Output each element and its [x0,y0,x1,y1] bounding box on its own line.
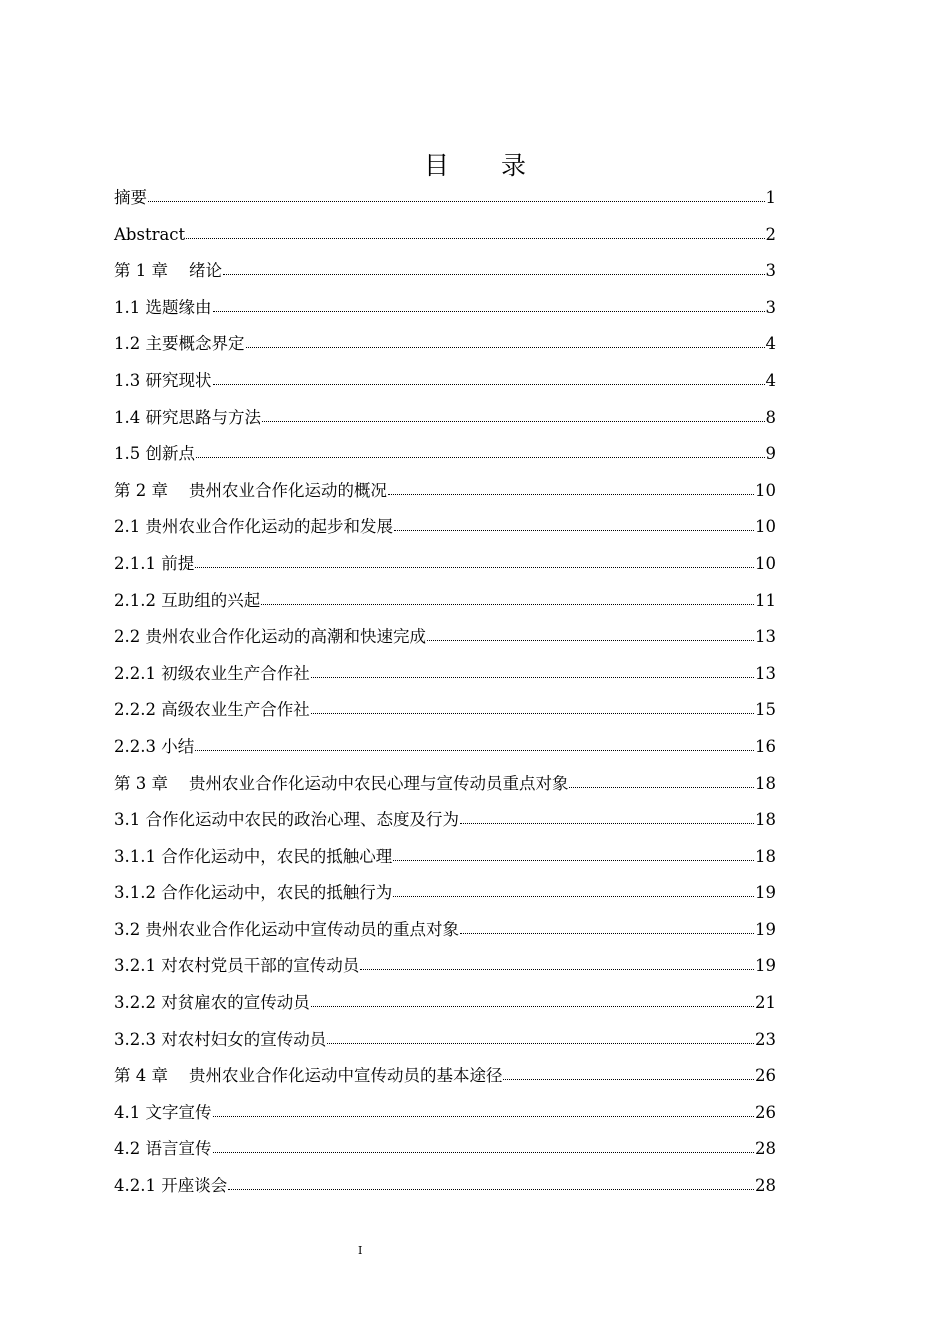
toc-dot-leader [262,420,765,422]
toc-dot-leader [327,1042,754,1044]
toc-entry-label: 4.2 语言宣传 [114,1139,212,1159]
toc-entry-page: 16 [755,736,776,756]
toc-entry[interactable] [114,363,776,400]
toc-entry[interactable] [114,436,776,473]
toc-dot-leader [223,273,765,275]
toc-entry-label: 1.1 选题缘由 [114,297,212,317]
toc-entry-label: 1.5 创新点 [114,444,195,464]
toc-entry-label: 4.2.1 开座谈会 [114,1176,228,1196]
toc-entry-label: 3.1.2 合作化运动中，农民的抵触行为 [114,883,393,903]
toc-dot-leader [503,1078,754,1080]
toc-entry-page: 9 [765,444,776,464]
toc-entry-label: 1.4 研究思路与方法 [114,407,261,427]
toc-entry[interactable] [114,509,776,546]
toc-entry-label: 2.2.3 小结 [114,736,195,756]
toc-entry-label: 3.1.1 合作化运动中，农民的抵触心理 [114,846,393,866]
toc-entry-page: 13 [755,627,776,647]
toc-dot-leader [393,859,754,861]
toc-entry-label: 第 4 章 贵州农业合作化运动中宣传动员的基本途径 [114,1066,503,1086]
toc-entry-label: 2.2 贵州农业合作化运动的高潮和快速完成 [114,627,426,647]
toc-dot-leader [393,895,754,897]
toc-dot-leader [195,749,754,751]
toc-entry-label: 1.2 主要概念界定 [114,334,245,354]
toc-entry-label: 2.1.1 前提 [114,553,195,573]
toc-entry-page: 26 [755,1066,776,1086]
toc-dot-leader [311,712,754,714]
toc-entry[interactable] [114,692,776,729]
toc-dot-leader [311,676,754,678]
toc-entry[interactable] [114,180,776,217]
toc-dot-leader [460,932,754,934]
toc-entry-label: 2.2.2 高级农业生产合作社 [114,700,310,720]
toc-entry-page: 10 [755,480,776,500]
toc-entry-label: 2.2.1 初级农业生产合作社 [114,663,310,683]
toc-entry-page: 26 [755,1102,776,1122]
toc-entry-label: 第 3 章 贵州农业合作化运动中农民心理与宣传动员重点对象 [114,773,569,793]
toc-entry-label: 摘要 [114,188,147,207]
toc-entry[interactable] [114,1095,776,1132]
toc-entry-label: 3.1 合作化运动中农民的政治心理、态度及行为 [114,810,459,830]
toc-dot-leader [388,493,754,495]
toc-entry[interactable] [114,729,776,766]
toc-entry[interactable] [114,326,776,363]
toc-entry-label: 3.2 贵州农业合作化运动中宣传动员的重点对象 [114,919,459,939]
toc-entry-page: 11 [755,590,776,610]
toc-entry[interactable] [114,290,776,327]
toc-entry-page: 19 [755,919,776,939]
toc-entry-label: 4.1 文字宣传 [114,1102,212,1122]
toc-entry[interactable] [114,912,776,949]
toc-entry-page: 23 [755,1029,776,1049]
toc-dot-leader [195,566,754,568]
toc-entry[interactable] [114,839,776,876]
toc-entry-page: 1 [765,188,776,207]
toc-dot-leader [427,639,754,641]
toc-entry[interactable] [114,217,776,254]
toc-entry-label: 第 1 章 绪论 [114,261,222,281]
toc-entry[interactable] [114,948,776,985]
toc-entry[interactable] [114,583,776,620]
toc-entry-label: 第 2 章 贵州农业合作化运动的概况 [114,480,387,500]
toc-dot-leader [261,603,754,605]
toc-entry-page: 18 [755,773,776,793]
toc-entry[interactable] [114,875,776,912]
toc-entry[interactable] [114,253,776,290]
toc-dot-leader [460,822,754,824]
toc-dot-leader [246,346,765,348]
toc-entry-label: 1.3 研究现状 [114,370,212,390]
toc-dot-leader [311,1005,754,1007]
toc-dot-leader [213,1115,755,1117]
toc-dot-leader [213,1151,755,1153]
toc-entry-label: 3.2.3 对农村妇女的宣传动员 [114,1029,327,1049]
toc-entry[interactable] [114,1168,776,1205]
toc-entry-page: 2 [765,224,776,244]
toc-entry-page: 13 [755,663,776,683]
toc-entry-label: Abstract [114,224,186,244]
toc-dot-leader [213,310,765,312]
toc-entry-page: 10 [755,517,776,537]
toc-dot-leader [360,968,754,970]
toc-entry[interactable] [114,802,776,839]
table-of-contents [114,180,776,1205]
toc-entry[interactable] [114,1058,776,1095]
toc-entry-page: 28 [755,1139,776,1159]
toc-entry-page: 3 [765,297,776,317]
toc-dot-leader [228,1188,754,1190]
toc-entry[interactable] [114,619,776,656]
toc-entry-page: 3 [765,261,776,281]
toc-entry[interactable] [114,766,776,803]
toc-entry-page: 4 [765,334,776,354]
toc-dot-leader [213,383,765,385]
toc-dot-leader [186,237,764,239]
toc-entry[interactable] [114,546,776,583]
toc-entry[interactable] [114,985,776,1022]
toc-entry-label: 2.1.2 互助组的兴起 [114,590,261,610]
toc-entry[interactable] [114,400,776,437]
toc-entry-page: 18 [755,810,776,830]
toc-entry-page: 8 [765,407,776,427]
toc-entry-page: 15 [755,700,776,720]
toc-entry-page: 18 [755,846,776,866]
toc-title: 目 录 [424,151,548,180]
toc-dot-leader [394,529,754,531]
toc-dot-leader [148,200,765,202]
toc-entry[interactable] [114,1131,776,1168]
toc-entry-page: 19 [755,883,776,903]
toc-entry[interactable] [114,656,776,693]
toc-entry-page: 4 [765,370,776,390]
toc-entry-page: 28 [755,1176,776,1196]
toc-entry-page: 19 [755,956,776,976]
toc-entry-page: 10 [755,553,776,573]
toc-dot-leader [569,786,754,788]
toc-entry[interactable] [114,1022,776,1059]
toc-entry[interactable] [114,473,776,510]
toc-entry-label: 3.2.2 对贫雇农的宣传动员 [114,993,310,1013]
toc-entry-page: 21 [755,993,776,1013]
toc-entry-label: 3.2.1 对农村党员干部的宣传动员 [114,956,360,976]
toc-entry-label: 2.1 贵州农业合作化运动的起步和发展 [114,517,393,537]
toc-dot-leader [196,456,765,458]
page-number: I [358,1244,363,1257]
